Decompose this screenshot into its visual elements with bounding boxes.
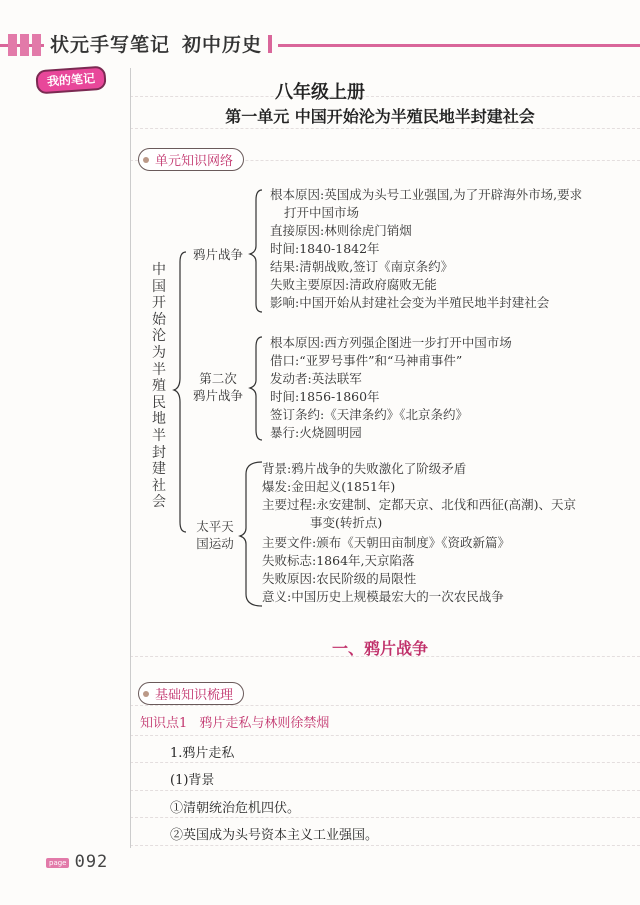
mindmap-leaf: 失败标志:1864年,天京陷落	[262, 553, 415, 568]
page-label: page	[46, 858, 69, 868]
page-number-value: 092	[74, 852, 109, 872]
section-heading-opium-war: 一、鸦片战争	[331, 639, 428, 658]
book-title: 状元手写笔记	[50, 34, 171, 56]
branch-label: 第二次	[199, 371, 237, 386]
mindmap-leaf: 发动者:英法联军	[270, 371, 362, 386]
mindmap-leaf: 结果:清朝战败,签订《南京条约》	[270, 259, 454, 274]
mindmap-branch-3	[186, 518, 244, 552]
mindmap-leaf: 爆发:金田起义(1851年)	[262, 479, 396, 494]
mindmap-leaf: 主要文件:颁布《天朝田亩制度》《资政新篇》	[262, 535, 510, 550]
mindmap-leaf: 时间:1840-1842年	[270, 241, 380, 256]
mindmap-branch-1	[188, 246, 248, 263]
mindmap-leaf: 打开中国市场	[284, 205, 360, 220]
my-notes-badge: 我的笔记	[35, 66, 107, 95]
mindmap-leaf: 时间:1856-1860年	[270, 389, 380, 404]
branch-label: 鸦片战争	[192, 247, 243, 262]
section-label-network: 单元知识网络	[138, 148, 244, 171]
mindmap-leaf: 背景:鸦片战争的失败激化了阶级矛盾	[262, 461, 467, 476]
branch-label: 国运动	[196, 536, 234, 551]
mindmap-leaf: 失败主要原因:清政府腐败无能	[270, 277, 437, 292]
note-line: 1.鸦片走私	[170, 746, 235, 761]
mindmap-leaf: 失败原因:农民阶级的局限性	[262, 571, 417, 586]
mindmap-leaf: 事变(转折点)	[310, 515, 383, 530]
unit-title: 第一单元 中国开始沦为半殖民地半封建社会	[225, 107, 535, 126]
mindmap-leaf: 根本原因:英国成为头号工业强国,为了开辟海外市场,要求	[270, 187, 583, 202]
mindmap-leaf: 直接原因:林则徐虎门销烟	[270, 223, 412, 238]
note-line: (1)背景	[170, 773, 215, 788]
grade-title: 八年级上册	[275, 82, 365, 103]
mindmap-root: 中国开始沦为半殖民地半封建社会	[152, 262, 166, 511]
note-line: ①清朝统治危机四伏。	[170, 801, 301, 816]
knowledge-point-heading	[140, 712, 329, 731]
mindmap-leaf: 意义:中国历史上规模最宏大的一次农民战争	[262, 589, 504, 604]
knowledge-point-title: 鸦片走私与林则徐禁烟	[199, 716, 330, 731]
section-label-basics: 基础知识梳理	[138, 682, 244, 705]
root-brace	[174, 252, 186, 532]
mindmap-leaf: 暴行:火烧圆明园	[270, 425, 362, 440]
branch-label: 太平天	[196, 519, 234, 534]
mindmap-leaf: 根本原因:西方列强企图进一步打开中国市场	[270, 335, 512, 350]
book-subject: 初中历史	[182, 34, 263, 56]
mindmap-leaf: 影响:中国开始从封建社会变为半殖民地半封建社会	[270, 295, 550, 310]
knowledge-point-label: 知识点1	[140, 716, 188, 731]
branch-label: 鸦片战争	[192, 388, 243, 403]
note-line: ②英国成为头号资本主义工业强国。	[170, 828, 379, 843]
brace-branch-2	[250, 337, 262, 440]
mindmap-leaf: 借口:“亚罗号事件”和“马神甫事件”	[270, 353, 463, 368]
brace-branch-1	[250, 190, 262, 312]
mindmap-branch-2	[188, 370, 248, 404]
mindmap-leaf: 签订条约:《天津条约》《北京条约》	[270, 407, 468, 422]
page-number	[46, 852, 108, 872]
mindmap-leaf: 主要过程:永安建制、定都天京、北伐和西征(高潮)、天京	[262, 497, 576, 512]
